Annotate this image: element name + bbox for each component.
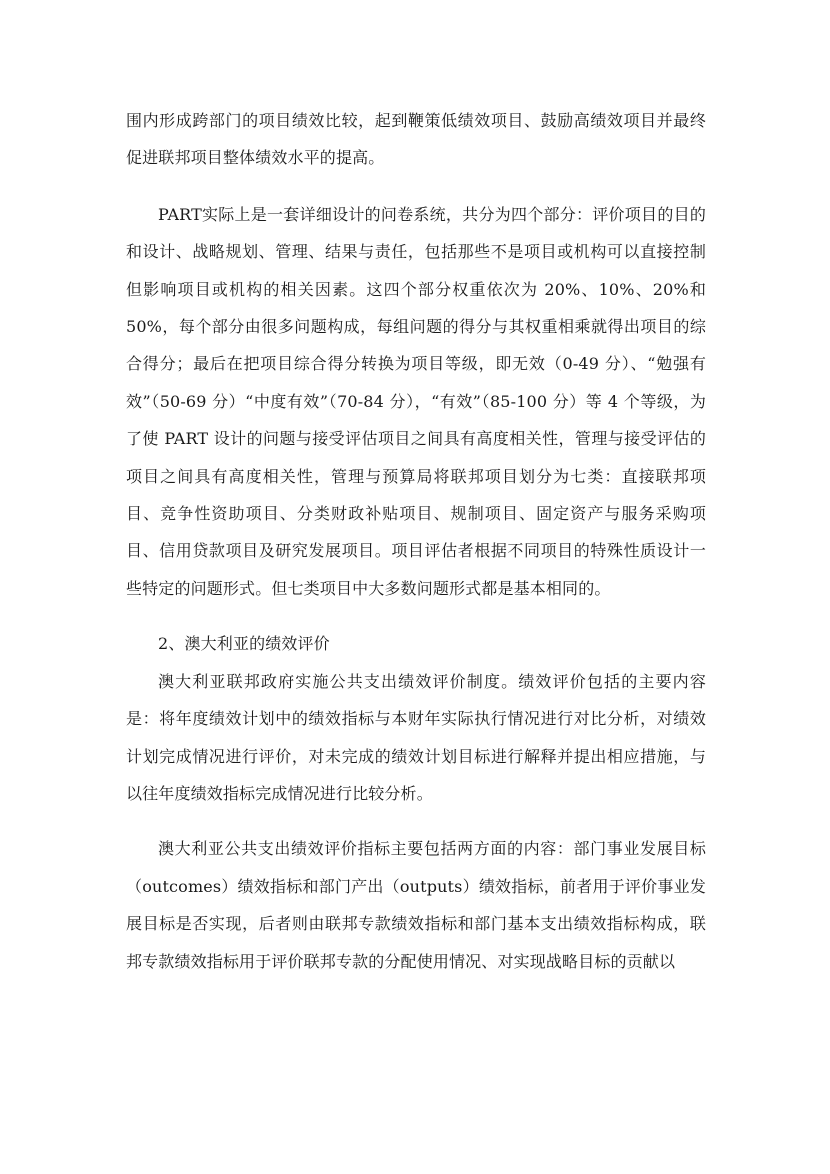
- paragraph-australia-evaluation: 澳大利亚联邦政府实施公共支出绩效评价制度。绩效评价包括的主要内容是：将年度绩效计划中的绩效指标与本财年实际执行情况进行对比分析，对绩效计划完成情况进行评价，对未完成的绩效计划目标进行解释并提出相应措施，与以往年度绩效指标完成情况进行比较分析。: [126, 671, 706, 803]
- section-heading-australia: 2、澳大利亚的绩效评价: [158, 634, 330, 654]
- paragraph-australia-indicators: 澳大利亚公共支出绩效评价指标主要包括两方面的内容：部门事业发展目标（outcomes）绩效指标和部门产出（outputs）绩效指标，前者用于评价事业发展目标是否实现，后者则由联邦专款绩效指标和部门基本支出绩效指标构成，联邦专款绩效指标用于评价联邦专款的分配使用情况、对实现战略目标的贡献以: [126, 839, 706, 971]
- paragraph-part-system: PART实际上是一套详细设计的问卷系统，共分为四个部分：评价项目的目的和设计、战略规划、管理、结果与责任，包括那些不是项目或机构可以直接控制但影响项目或机构的相关因素。这四个部分权重依次为 20%、10%、20%和 50%，每个部分由很多问题构成，每组问题的得分与其权重相乘就得出项目的综合得分；最后在把项目综合得分转换为项目等级，即无效（0-49 分）、“勉强有效”（50-69 分）“中度有效”（70-84 分），“有效”（85-100 分）等 4 个等级，为了使 PART 设计的问题与接受评估项目之间具有高度相关性，管理与接受评估的项目之间具有高度相关性，管理与预算局将联邦项目划分为七类：直接联邦项目、竞争性资助项目、分类财政补贴项目、规制项目、固定资产与服务采购项目、信用贷款项目及研究发展项目。项目评估者根据不同项目的特殊性质设计一些特定的问题形式。但七类项目中大多数问题形式都是基本相同的。: [126, 204, 706, 598]
- paragraph-continuation: 围内形成跨部门的项目绩效比较，起到鞭策低绩效项目、鼓励高绩效项目并最终促进联邦项目整体绩效水平的提高。: [126, 111, 706, 168]
- document-body: [126, 102, 706, 998]
